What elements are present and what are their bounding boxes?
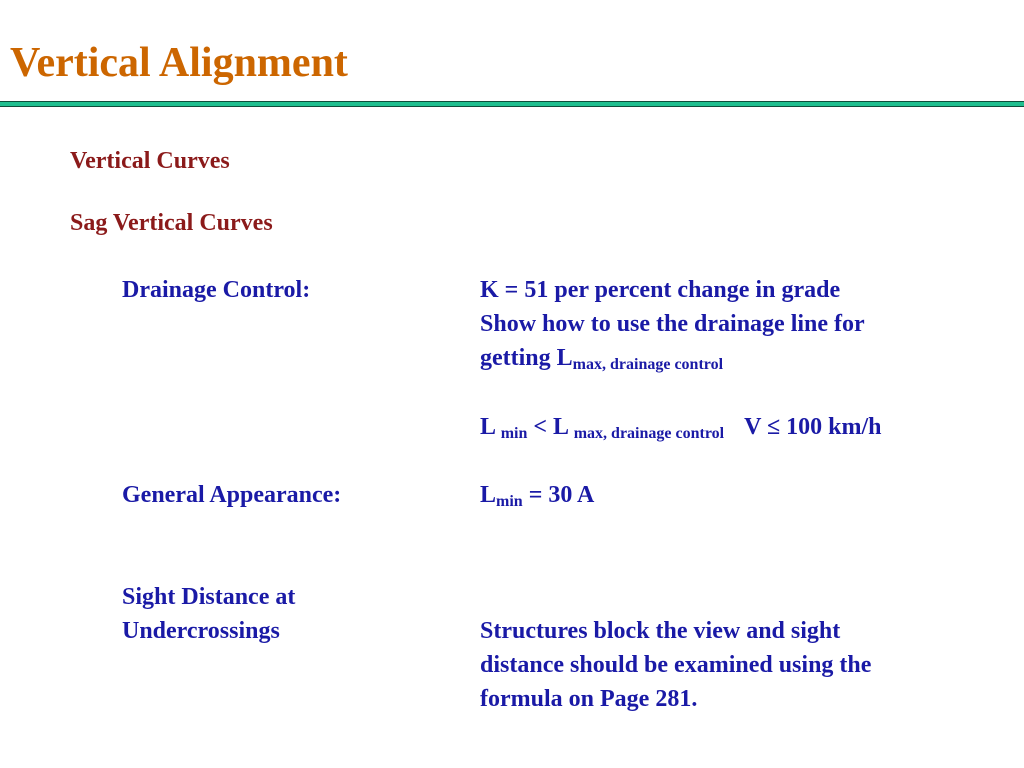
appearance-min-subscript: min — [496, 493, 523, 510]
appearance-l-text: L — [480, 482, 497, 508]
condition-lmin-text: L — [480, 414, 495, 440]
drainage-condition-line — [480, 410, 882, 444]
condition-speed: V ≤ 100 km/h — [744, 414, 882, 440]
title-divider — [0, 101, 1024, 107]
sight-distance-text-line2: distance should be examined using the — [480, 652, 872, 678]
drainage-lmax-subscript: max, drainage control — [572, 356, 724, 373]
sight-distance-text-line3: formula on Page 281. — [480, 686, 698, 712]
drainage-lmax-line — [480, 341, 723, 375]
condition-lmin-subscript: min — [500, 425, 528, 442]
drainage-explanation-line: Show how to use the drainage line for — [480, 311, 865, 337]
drainage-lmax-text: getting L — [480, 345, 573, 371]
general-appearance-label: General Appearance: — [122, 482, 342, 508]
drainage-k-value: K = 51 per percent change in grade — [480, 277, 841, 303]
general-appearance-value — [480, 478, 594, 512]
drainage-control-label: Drainage Control: — [122, 277, 311, 303]
sight-distance-label-line1: Sight Distance at — [122, 584, 296, 610]
appearance-value-text: = 30 A — [522, 482, 595, 508]
condition-less-than: < L — [527, 414, 574, 440]
condition-lmax-subscript: max, drainage control — [573, 425, 725, 442]
heading-sag-vertical-curves: Sag Vertical Curves — [70, 210, 273, 236]
sight-distance-text-line1: Structures block the view and sight — [480, 618, 841, 644]
sight-distance-label-line2: Undercrossings — [122, 618, 280, 644]
heading-vertical-curves: Vertical Curves — [70, 148, 230, 174]
slide-title: Vertical Alignment — [10, 40, 348, 86]
